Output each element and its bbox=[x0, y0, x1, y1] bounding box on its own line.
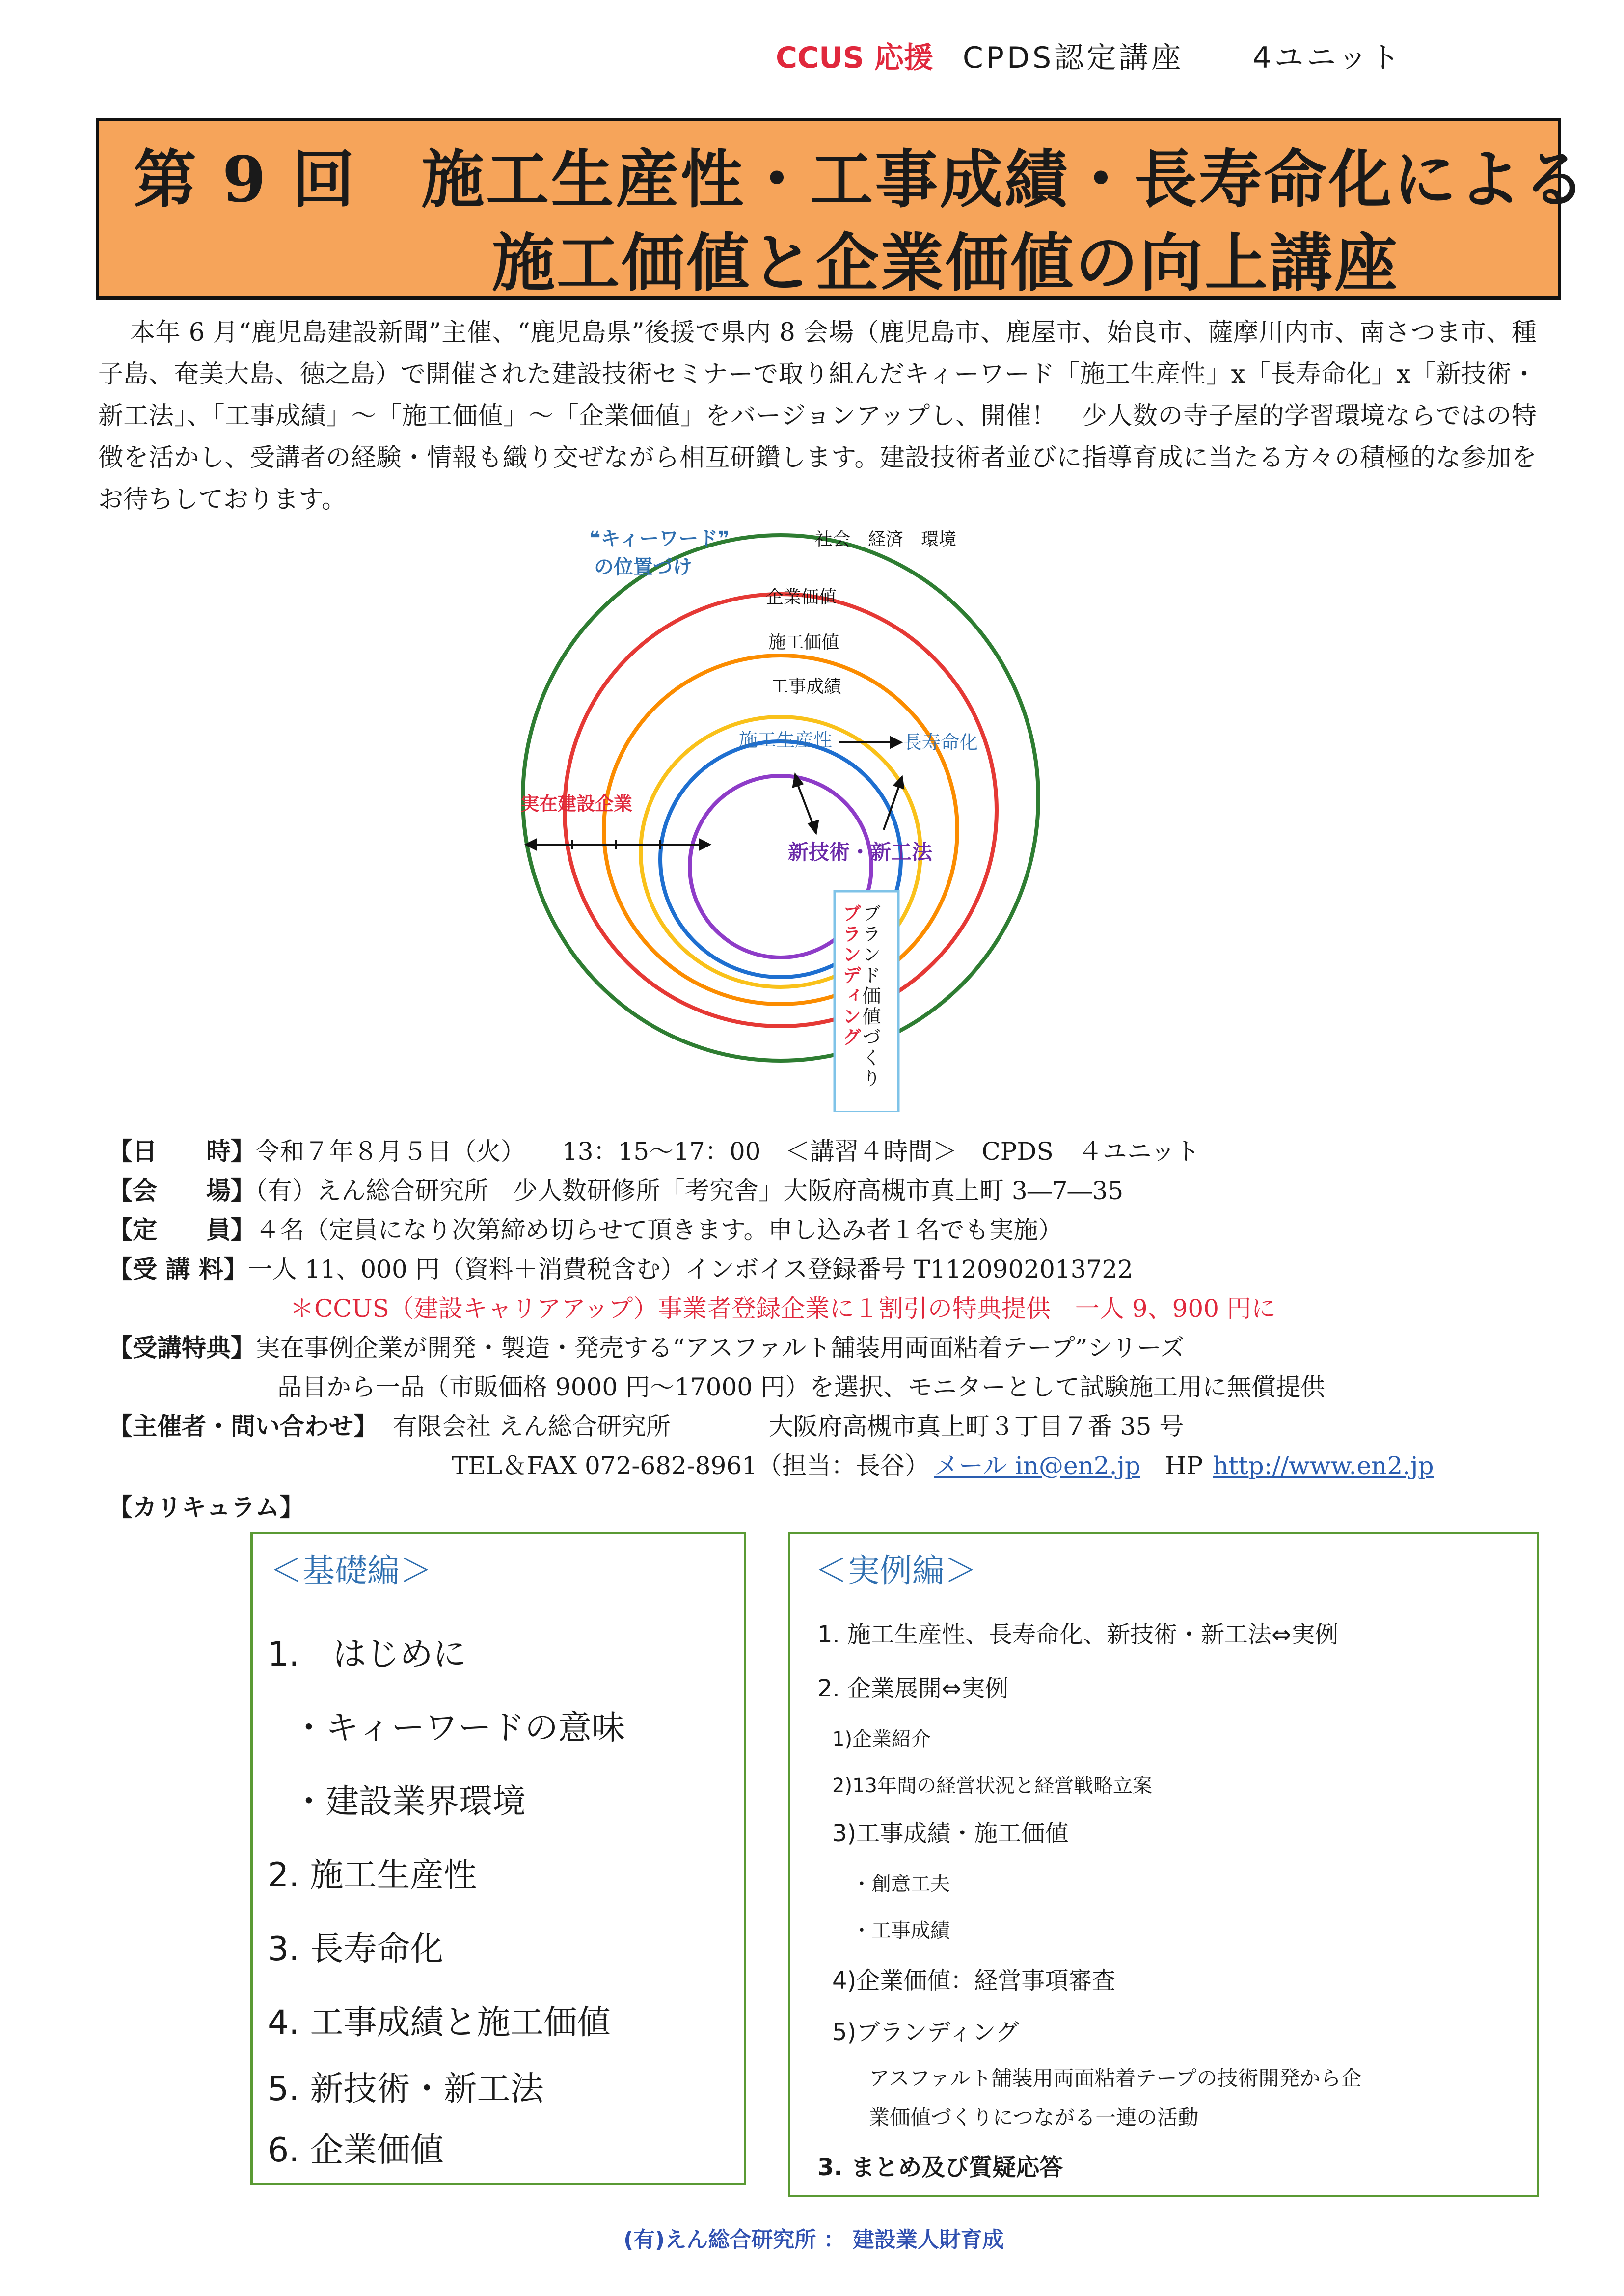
label-society: 社会 経済 環境 bbox=[815, 529, 957, 549]
info-benefit bbox=[108, 1328, 1185, 1364]
ring-construction-value bbox=[604, 656, 957, 1004]
examples-item: 2. 企業展開⇔実例 bbox=[817, 1675, 1009, 1702]
examples-item: 5)ブランディング bbox=[832, 2019, 1019, 2046]
info-tel: TEL＆FAX 072-682-8961（担当：長谷） bbox=[452, 1451, 929, 1480]
branding-text-1: ブランド価値づくり bbox=[859, 903, 881, 1089]
info-organizer-address: 大阪府高槻市真上町３丁目７番 35 号 bbox=[768, 1412, 1184, 1441]
info-benefit-key: 【受講特典】 bbox=[108, 1334, 255, 1362]
examples-heading: ＜実例編＞ bbox=[815, 1552, 977, 1589]
examples-item: 4)企業価値：経営事項審査 bbox=[832, 1967, 1116, 1995]
caption-line-1: ❝キィーワード❞ bbox=[589, 527, 730, 550]
intro-paragraph bbox=[98, 312, 1537, 520]
info-capacity-key: 【定 員】 bbox=[108, 1216, 255, 1244]
info-capacity bbox=[108, 1210, 1063, 1246]
info-venue bbox=[108, 1171, 1123, 1206]
info-discount: ＊CCUS（建設キャリアアップ）事業者登録企業に１割引の特典提供 一人 9、900 円に bbox=[290, 1294, 1276, 1323]
info-venue-value: （有）えん総合研究所 少人数研修所「考究舎」大阪府高槻市真上町 3―7―35 bbox=[255, 1176, 1124, 1205]
cpds-label: CPDS認定講座 bbox=[962, 41, 1184, 75]
info-fee bbox=[108, 1250, 1133, 1285]
arrow-head bbox=[891, 738, 901, 747]
label-productivity: 施工生産性 bbox=[739, 729, 833, 751]
basics-item: 3. 長寿命化 bbox=[268, 1930, 444, 1968]
label-performance: 工事成績 bbox=[771, 677, 842, 697]
info-fee-key: 【受 講 料】 bbox=[108, 1255, 248, 1284]
title-line-2: 施工価値と企業価値の向上講座 bbox=[492, 226, 1400, 300]
caption-line-2: の位置づけ bbox=[594, 556, 692, 578]
basics-item: ・キィーワードの意味 bbox=[292, 1709, 625, 1748]
info-organizer-key: 【主催者・問い合わせ】 bbox=[108, 1412, 378, 1441]
examples-item: アスファルト舗装用両面粘着テープの技術開発から企 bbox=[869, 2066, 1362, 2090]
examples-item: ・創意工夫 bbox=[852, 1873, 950, 1895]
keyword-diagram bbox=[520, 516, 1041, 1112]
ccus-label: CCUS 応援 bbox=[776, 41, 933, 75]
basics-item: 6. 企業価値 bbox=[268, 2131, 444, 2170]
basics-box bbox=[250, 1532, 746, 2185]
basics-item: 1. はじめに bbox=[268, 1635, 466, 1674]
info-date-value: 令和７年８月５日（火） 13：15〜17：00 ＜講習４時間＞ CPDS ４ユニット bbox=[255, 1137, 1200, 1166]
title-line-1: 第 9 回 施工生産性・工事成績・長寿命化による bbox=[134, 143, 1588, 217]
examples-item: 業価値づくりにつながる一連の活動 bbox=[869, 2105, 1199, 2130]
label-construction-value: 施工価値 bbox=[768, 632, 839, 653]
curriculum-label bbox=[108, 1488, 304, 1523]
hp-label: HP bbox=[1165, 1451, 1203, 1480]
examples-item: 1. 施工生産性、長寿命化、新技術・新工法⇔実例 bbox=[817, 1621, 1339, 1648]
examples-item: 1)企業紹介 bbox=[832, 1728, 931, 1750]
label-new-tech: 新技術・新工法 bbox=[788, 840, 933, 864]
info-venue-key: 【会 場】 bbox=[108, 1176, 255, 1205]
branding-text-2: ブランディング bbox=[839, 903, 861, 1048]
info-contact bbox=[452, 1446, 1434, 1481]
footer: (有)えん総合研究所 ： 建設業人財育成 bbox=[623, 2227, 1004, 2252]
examples-item: 3. まとめ及び質疑応答 bbox=[817, 2154, 1063, 2181]
examples-item: 3)工事成績・施工価値 bbox=[832, 1820, 1069, 1847]
arrow-head bbox=[700, 840, 709, 849]
label-corporate-value: 企業価値 bbox=[766, 587, 837, 607]
examples-item: ・工事成績 bbox=[852, 1919, 950, 1942]
hp-link[interactable]: http://www.en2.jp bbox=[1213, 1451, 1434, 1480]
intro-text: 本年 6 月“鹿児島建設新聞”主催、“鹿児島県”後援で県内 8 会場（鹿児島市、鹿屋市、始良市、薩摩川内市、南さつま市、種子島、奄美大島、徳之島）で開催された建設技術セミナーで取り組んだキィーワード「施工生産性」x「長寿命化」x「新技術・新工法」、「工事成績」〜「施工価値」〜「企業価値」をバージョンアップし、開催！ 少人数の寺子屋的学習環境ならではの特徴を活かし、受講者の経験・情報も織り交ぜながら相互研鑽します。建設技術者並びに指導育成に当たる方々の積極的な参加をお待ちしております。 bbox=[98, 318, 1537, 514]
examples-item: 2)13年間の経営状況と経営戦略立案 bbox=[832, 1775, 1152, 1797]
unit-label: 4ユニット bbox=[1252, 41, 1403, 75]
info-fee-value: 一人 11、000 円（資料＋消費税含む）インボイス登録番号 T1120902013722 bbox=[247, 1255, 1133, 1284]
basics-item: 4. 工事成績と施工価値 bbox=[268, 2003, 611, 2042]
header-line bbox=[776, 34, 1403, 77]
basics-heading: ＜基礎編＞ bbox=[270, 1552, 432, 1589]
arrow-head bbox=[809, 821, 818, 833]
info-benefit-value-1: 実在事例企業が開発・製造・発売する“アスファルト舗装用両面粘着テープ”シリーズ bbox=[255, 1334, 1185, 1362]
title-box bbox=[96, 118, 1588, 300]
info-organizer-name: 有限会社 えん総合研究所 bbox=[393, 1412, 671, 1441]
basics-item: 2. 施工生産性 bbox=[268, 1856, 477, 1895]
curriculum-label-text: 【カリキュラム】 bbox=[108, 1493, 304, 1522]
info-date bbox=[108, 1132, 1200, 1167]
label-longevity: 長寿命化 bbox=[903, 732, 978, 753]
info-organizer bbox=[108, 1407, 1184, 1442]
examples-box bbox=[788, 1532, 1539, 2197]
info-benefit-value-2: 品目から一品（市販価格 9000 円〜17000 円）を選択、モニターとして試験施工用に無償提供 bbox=[277, 1373, 1325, 1401]
info-capacity-value: ４名（定員になり次第締め切らせて頂きます。申し込み者１名でも実施） bbox=[255, 1216, 1063, 1244]
basics-item: ・建設業界環境 bbox=[292, 1782, 526, 1821]
info-date-key: 【日 時】 bbox=[108, 1137, 255, 1166]
basics-item: 5. 新技術・新工法 bbox=[268, 2070, 544, 2108]
mail-link[interactable]: メール in@en2.jp bbox=[934, 1451, 1140, 1480]
label-real-company: 実在建設企業 bbox=[520, 793, 633, 815]
